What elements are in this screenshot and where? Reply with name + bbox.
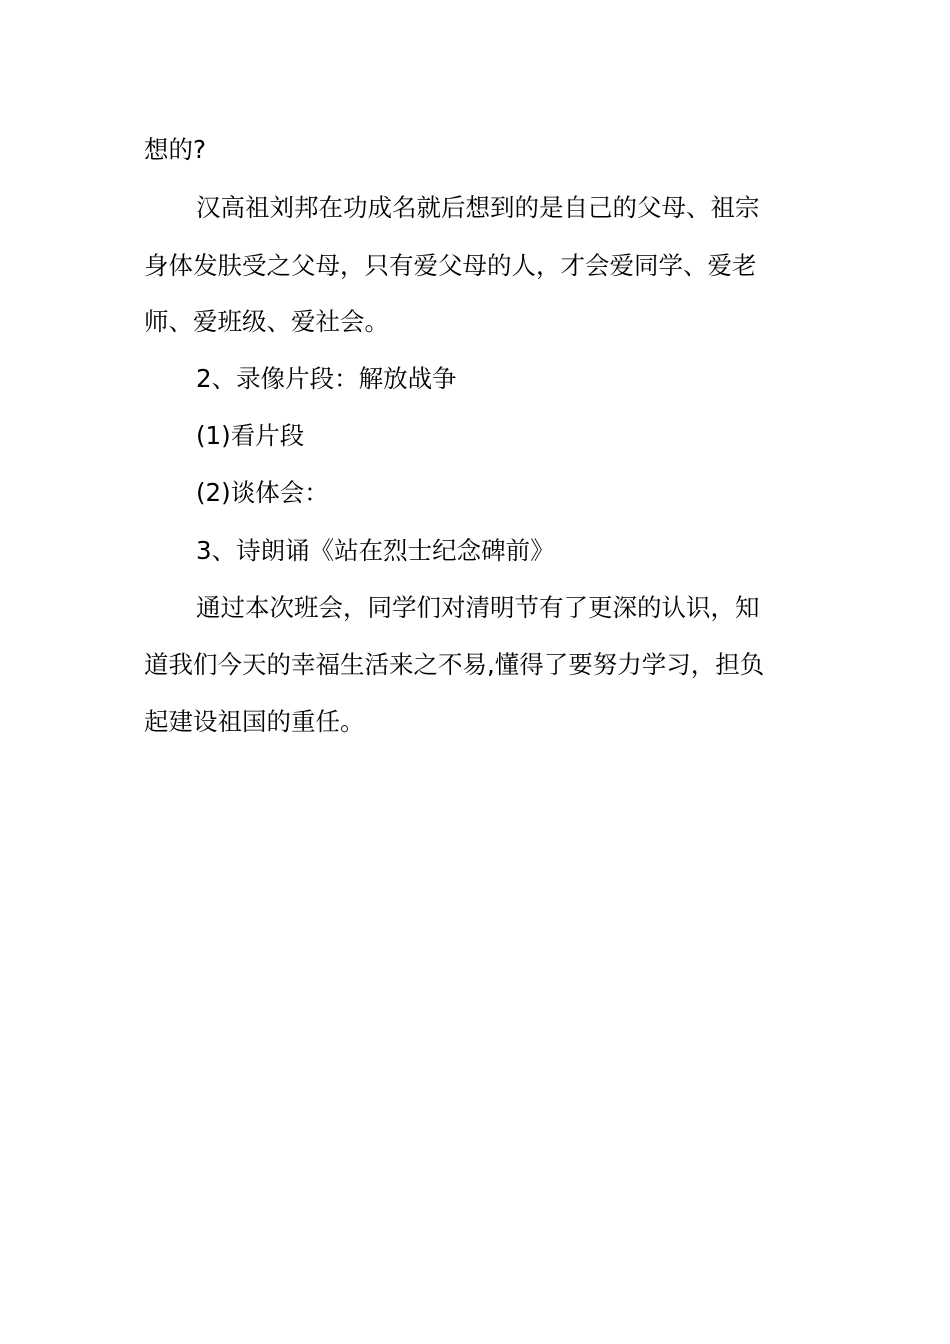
text-line: 想的?: [144, 135, 207, 164]
text-line: 2、录像片段：解放战争: [196, 364, 457, 393]
text-line: (1)看片段: [196, 421, 305, 450]
text-line: (2)谈体会：: [196, 478, 329, 507]
text-line: 汉高祖刘邦在功成名就后想到的是自己的父母、祖宗: [196, 193, 760, 222]
text-line: 3、诗朗诵《站在烈士纪念碑前》: [196, 536, 555, 565]
text-line: 身体发肤受之父母，只有爱父母的人，才会爱同学、爱老: [144, 251, 757, 280]
text-line: 道我们今天的幸福生活来之不易,懂得了要努力学习，担负: [144, 650, 765, 679]
text-line: 通过本次班会，同学们对清明节有了更深的认识，知: [196, 593, 760, 622]
text-line: 起建设祖国的重任。: [144, 707, 365, 736]
text-line: 师、爱班级、爱社会。: [144, 307, 389, 336]
